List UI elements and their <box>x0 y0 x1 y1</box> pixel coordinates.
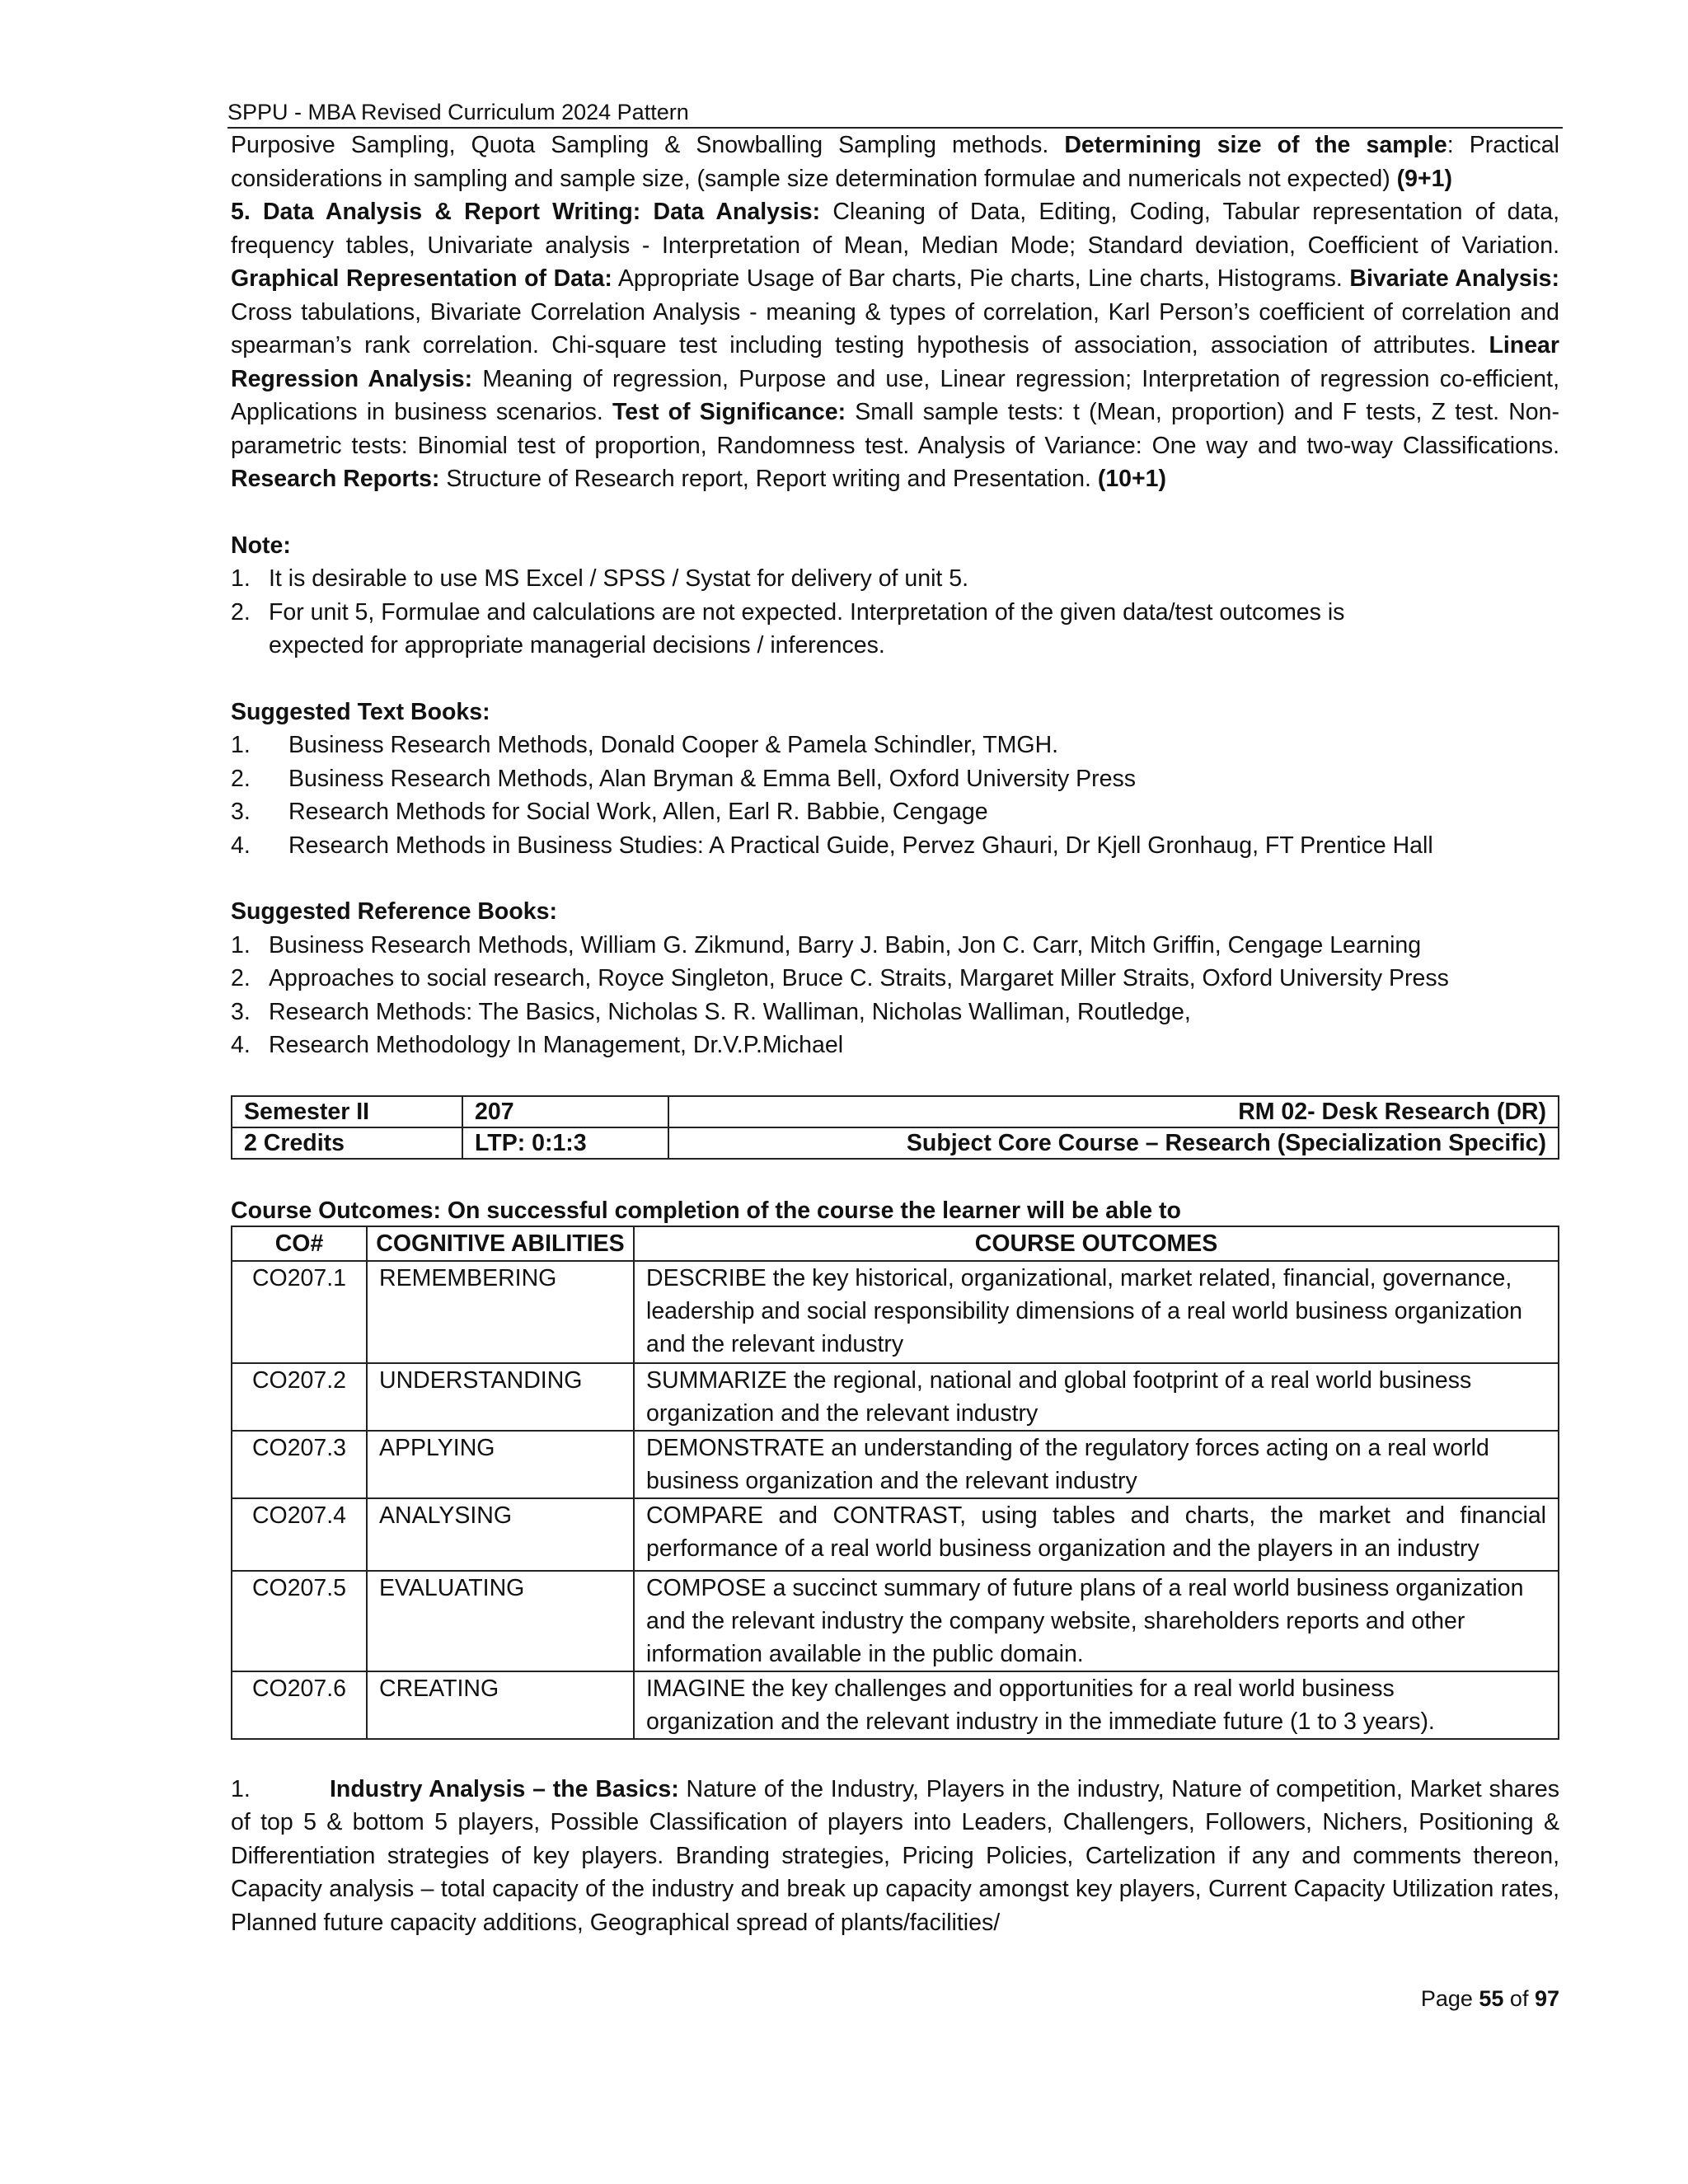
co-code: CO207.3 <box>232 1431 367 1498</box>
column-header: COURSE OUTCOMES <box>634 1226 1559 1261</box>
co-code: CO207.5 <box>232 1571 367 1671</box>
course-outcome: COMPARE and CONTRAST, using tables and charts, the market and financial performance of a real world business organization and the players in an industry <box>634 1498 1559 1571</box>
course-outcomes-table <box>231 1226 1559 1740</box>
cognitive-ability: APPLYING <box>367 1431 634 1498</box>
table-row <box>232 1571 1559 1671</box>
course-meta-table <box>231 1095 1559 1160</box>
list-item: 3. Research Methods for Social Work, Allen, Earl R. Babbie, Cengage <box>231 799 988 825</box>
list-item: 2. Approaches to social research, Royce Singleton, Bruce C. Straits, Margaret Miller Straits, Oxford University Press <box>231 965 1449 991</box>
table-row <box>232 1671 1559 1739</box>
credits-cell: 2 Credits <box>232 1127 462 1159</box>
cognitive-ability: REMEMBERING <box>367 1261 634 1363</box>
list-item: 4. Research Methodology In Management, Dr.V.P.Michael <box>231 1032 844 1058</box>
column-header: CO# <box>232 1226 367 1261</box>
list-item: 1. It is desirable to use MS Excel / SPSS / Systat for delivery of unit 5. <box>231 565 969 592</box>
co-code: CO207.6 <box>232 1671 367 1739</box>
note-title: Note: <box>231 532 291 559</box>
course-code-cell: 207 <box>462 1096 668 1127</box>
unit4-continuation: Purposive Sampling, Quota Sampling & Snowballing Sampling methods. Determining size of the sample: Practical considerations in sampling and sample size, (sample size determination formulae and numericals not expected) (9+1) <box>231 132 1559 192</box>
list-item: 1. Business Research Methods, William G. Zikmund, Barry J. Babin, Jon C. Carr, Mitch Griffin, Cengage Learning <box>231 931 1422 958</box>
ltp-cell: LTP: 0:1:3 <box>462 1127 668 1159</box>
course-outcome: SUMMARIZE the regional, national and global footprint of a real world business organization and the relevant industry <box>634 1363 1559 1431</box>
text-books-list <box>231 729 1559 862</box>
text-books-title: Suggested Text Books: <box>231 698 490 725</box>
course-outcome: IMAGINE the key challenges and opportunities for a real world business organization and the relevant industry in the immediate future (1 to 3 years). <box>634 1671 1559 1739</box>
list-item: 4. Research Methods in Business Studies: A Practical Guide, Pervez Ghauri, Dr Kjell Gronhaug, FT Prentice Hall <box>231 832 1433 859</box>
semester-cell: Semester II <box>232 1096 462 1127</box>
course-outcome: DESCRIBE the key historical, organizational, market related, financial, governance, leadership and social responsibility dimensions of a real world business organization and the relevant industry <box>634 1261 1559 1363</box>
column-header: COGNITIVE ABILITIES <box>367 1226 634 1261</box>
table-row <box>232 1261 1559 1363</box>
page-footer: Page 55 of 97 <box>1420 1986 1559 2011</box>
co-code: CO207.2 <box>232 1363 367 1431</box>
course-outcome: DEMONSTRATE an understanding of the regulatory forces acting on a real world business organization and the relevant industry <box>634 1431 1559 1498</box>
course-type-cell: Subject Core Course – Research (Specialization Specific) <box>668 1127 1559 1159</box>
cognitive-ability: EVALUATING <box>367 1571 634 1671</box>
cognitive-ability: CREATING <box>367 1671 634 1739</box>
document-page <box>227 97 1560 1939</box>
reference-books-list <box>231 929 1559 1062</box>
outcomes-title: Course Outcomes: On successful completion of the course the learner will be able to <box>231 1197 1181 1224</box>
co-code: CO207.1 <box>232 1261 367 1363</box>
list-item: 2. Business Research Methods, Alan Bryman & Emma Bell, Oxford University Press <box>231 765 1136 792</box>
unit5-paragraph: 5. Data Analysis & Report Writing: Data Analysis: Cleaning of Data, Editing, Coding, Tabular representation of data, frequency tables, Univariate analysis - Interpretation of Mean, Median Mode; Standard deviation, Coefficient of Variation. Graphical Representation of Data: Appropriate Usage of Bar charts, Pie charts, Line charts, Histograms. Bivariate Analysis: Cross tabulations, Bivariate Correlation Analysis - meaning & types of correlation, Karl Person’s coefficient of correlation and spearman’s rank correlation. Chi-square test including testing hypothesis of association, association of attributes. Linear Regression Analysis: Meaning of regression, Purpose and use, Linear regression; Interpretation of regression co-efficient, Applications in business scenarios. Test of Significance: Small sample tests: t (Mean, proportion) and F tests, Z test. Non-parametric tests: Binomial test of proportion, Randomness test. Analysis of Variance: One way and two-way Classifications. Research Reports: Structure of Research report, Report writing and Presentation. (10+1) <box>231 199 1560 492</box>
unit1-paragraph: 1. Industry Analysis – the Basics: Nature of the Industry, Players in the industry, Nature of competition, Market shares of top 5 & bottom 5 players, Possible Classification of players into Leaders, Challengers, Followers, Nichers, Positioning & Differentiation strategies of key players. Branding strategies, Pricing Policies, Cartelization if any and comments thereon, Capacity analysis – total capacity of the industry and break up capacity amongst key players, Current Capacity Utilization rates, Planned future capacity additions, Geographical spread of plants/facilities/ <box>231 1775 1560 1936</box>
reference-books-title: Suggested Reference Books: <box>231 898 557 925</box>
table-row <box>232 1363 1559 1431</box>
course-outcome: COMPOSE a succinct summary of future plans of a real world business organization and the relevant industry the company website, shareholders reports and other information available in the public domain. <box>634 1571 1559 1671</box>
table-row <box>232 1431 1559 1498</box>
table-header-row <box>232 1226 1559 1261</box>
cognitive-ability: ANALYSING <box>367 1498 634 1571</box>
list-item: 2. For unit 5, Formulae and calculations are not expected. Interpretation of the given data/test outcomes is expected for appropriate managerial decisions / inferences. <box>231 598 1345 658</box>
note-list <box>231 562 1559 663</box>
table-row <box>232 1498 1559 1571</box>
course-title-cell: RM 02- Desk Research (DR) <box>668 1096 1559 1127</box>
page-header: SPPU - MBA Revised Curriculum 2024 Pattern <box>227 97 1563 129</box>
co-code: CO207.4 <box>232 1498 367 1571</box>
list-item: 3. Research Methods: The Basics, Nicholas S. R. Walliman, Nicholas Walliman, Routledge, <box>231 998 1191 1025</box>
cognitive-ability: UNDERSTANDING <box>367 1363 634 1431</box>
list-item: 1. Business Research Methods, Donald Cooper & Pamela Schindler, TMGH. <box>231 732 1059 758</box>
